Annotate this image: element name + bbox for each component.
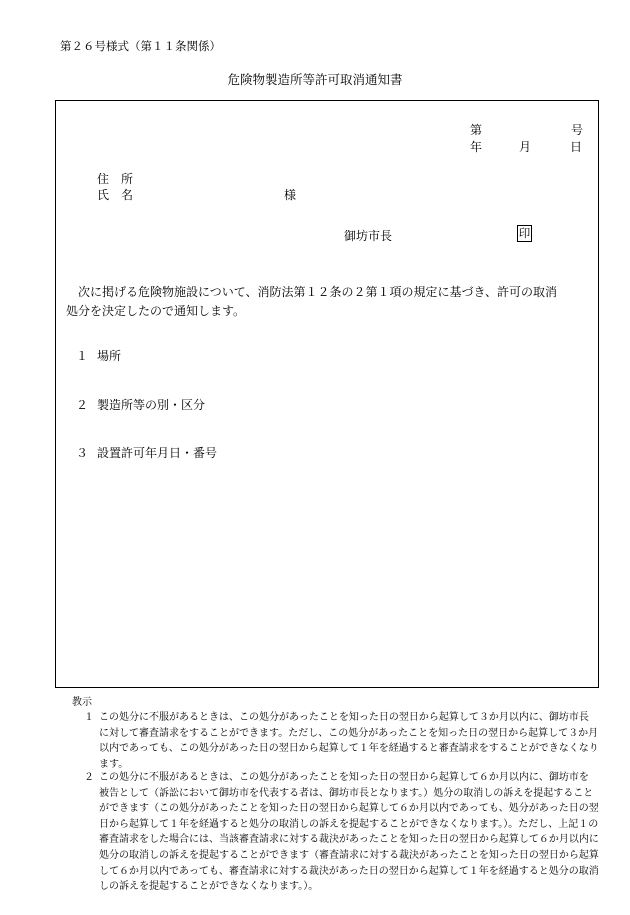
item-number: １ bbox=[76, 349, 89, 363]
document-title: 危険物製造所等許可取消通知書 bbox=[227, 72, 403, 87]
item-number: ２ bbox=[76, 398, 89, 412]
note-line: ができます（この処分があったことを知った日の翌日から起算して６か月以内であっても、処分があった日の翌 bbox=[99, 803, 599, 815]
seal-box bbox=[517, 225, 532, 242]
note-line: に対して審査請求をすることができます。ただし、この処分があったことを知った日の翌日から起算して３か月 bbox=[99, 727, 599, 739]
day-label: 日 bbox=[570, 140, 583, 154]
name-label: 氏 名 bbox=[97, 188, 134, 202]
note-line: この処分に不服があるときは、この処分があったことを知った日の翌日から起算して６か月以内に、御坊市を bbox=[99, 772, 589, 783]
form-frame bbox=[55, 100, 599, 688]
number-prefix: 第 bbox=[470, 123, 483, 137]
paragraph-line: 次に掲げる危険物施設について、消防法第１２条の２第１項の規定に基づき、許可の取消 bbox=[66, 285, 558, 299]
seal-mark: 印 bbox=[518, 226, 531, 240]
honorific: 様 bbox=[284, 188, 297, 202]
notes-label: 教示 bbox=[72, 697, 92, 708]
item-number: ３ bbox=[76, 446, 89, 460]
item-label-location: 場所 bbox=[97, 349, 122, 363]
notice-paragraph bbox=[66, 283, 590, 321]
note-line: 以内であっても、この処分があった日の翌日から起算して１年を経過すると審査請求をすることができなくなり bbox=[99, 743, 599, 755]
note-line: この処分に不服があるときは、この処分があったことを知った日の翌日から起算して３か月以内に、御坊市長 bbox=[99, 712, 589, 723]
note-line: 審査請求をした場合には、当該審査請求に対する裁決があったことを知った日の翌日から起算して６か月以内に bbox=[99, 834, 599, 846]
note-number: １ bbox=[84, 712, 94, 723]
note-line: 日から起算して１年を経過すると処分の取消しの訴えを提起することができなくなります。）。ただし、上記１の bbox=[99, 818, 599, 830]
year-label: 年 bbox=[470, 140, 483, 154]
note-number: ２ bbox=[84, 772, 94, 783]
number-suffix: 号 bbox=[571, 123, 584, 137]
form-number: 第２６号様式（第１１条関係） bbox=[60, 39, 221, 53]
note-line: して６か月以内であっても、審査請求に対する裁決があった日の翌日から起算して１年を経過すると処分の取消 bbox=[99, 865, 599, 877]
address-label: 住 所 bbox=[97, 172, 134, 186]
note-entry-1 bbox=[84, 710, 624, 772]
paragraph-line: 処分を決定したので通知します。 bbox=[66, 304, 246, 318]
note-line: ます。 bbox=[99, 758, 129, 770]
issuer-title: 御坊市長 bbox=[344, 229, 393, 243]
item-label-permit-date-number: 設置許可年月日・番号 bbox=[97, 446, 218, 460]
month-label: 月 bbox=[519, 140, 532, 154]
item-label-facility-type: 製造所等の別・区分 bbox=[97, 398, 206, 412]
note-line: 被告として（訴訟において御坊市を代表する者は、御坊市長となります。）処分の取消しの訴えを提起すること bbox=[99, 787, 594, 799]
note-line: 処分の取消しの訴えを提起することができます（審査請求に対する裁決があったことを知った日の翌日から起算 bbox=[99, 849, 599, 861]
note-line: しの訴えを提起することができなくなります。）。 bbox=[99, 881, 319, 893]
note-entry-2 bbox=[84, 770, 624, 895]
